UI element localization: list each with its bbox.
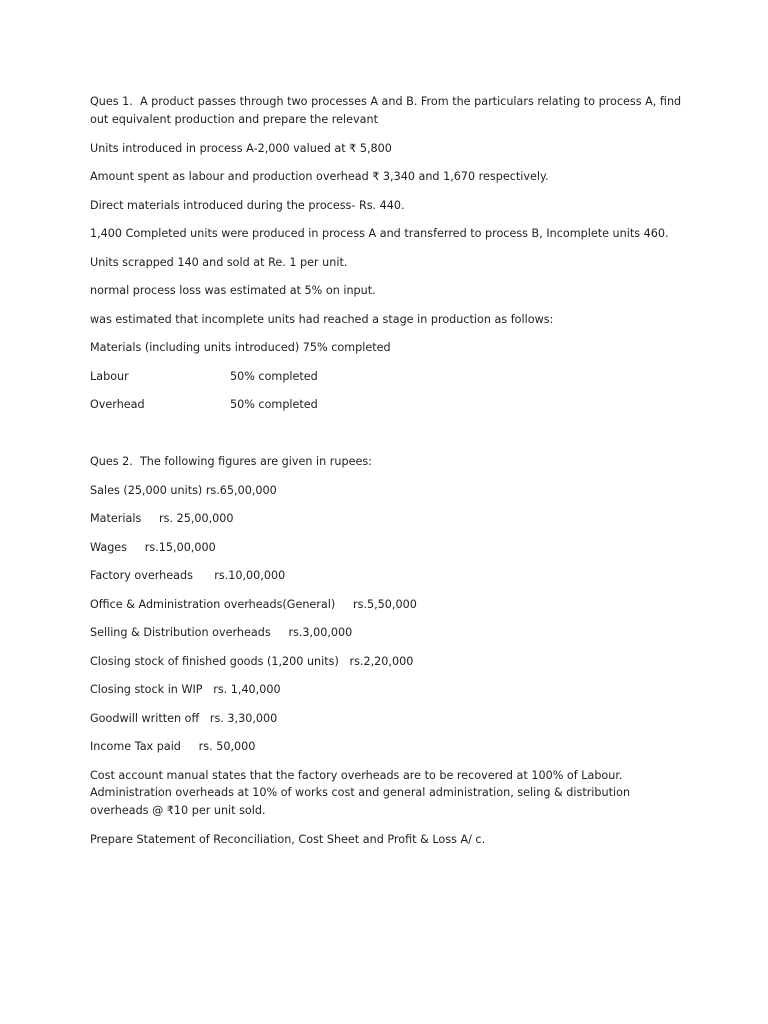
stage-value: 50% completed bbox=[230, 369, 318, 383]
q1-line: Units introduced in process A-2,000 valued at ₹ 5,800 bbox=[90, 141, 392, 155]
q2-line: Wages rs.15,00,000 bbox=[90, 540, 216, 554]
q1-line: was estimated that incomplete units had reached a stage in production as follows: bbox=[90, 312, 554, 326]
q1-stage-row bbox=[90, 396, 690, 414]
document-page bbox=[90, 93, 690, 859]
q1-line: 1,400 Completed units were produced in process A and transferred to process B, Incomplete units 460. bbox=[90, 227, 669, 240]
q2-line: Closing stock in WIP rs. 1,40,000 bbox=[90, 683, 281, 696]
stage-value: 50% completed bbox=[230, 398, 318, 411]
q2-line: Closing stock of finished goods (1,200 units) rs.2,20,000 bbox=[90, 654, 414, 668]
q1-stage-row bbox=[90, 368, 690, 386]
q1-line: Direct materials introduced during the process- Rs. 440. bbox=[90, 198, 405, 212]
stage-label: Labour bbox=[90, 369, 129, 383]
section-gap bbox=[90, 425, 690, 454]
q2-line: Factory overheads rs.10,00,000 bbox=[90, 569, 286, 582]
stage-label: Overhead bbox=[90, 398, 145, 411]
q1-line: normal process loss was estimated at 5% on input. bbox=[90, 284, 376, 297]
q2-note: Cost account manual states that the factory overheads are to be recovered at 100% of Labour. Administration overheads at 10% of works cost and general administration, seling & distribution overheads @ ₹10 per unit sold. bbox=[90, 768, 634, 817]
q2-task: Prepare Statement of Reconciliation, Cost Sheet and Profit & Loss A/ c. bbox=[90, 832, 486, 846]
q2-line: Materials rs. 25,00,000 bbox=[90, 512, 234, 525]
q2-line: Income Tax paid rs. 50,000 bbox=[90, 740, 256, 753]
q2-line: Office & Administration overheads(General) rs.5,50,000 bbox=[90, 597, 417, 611]
q1-intro: Ques 1. A product passes through two processes A and B. From the particulars relating to process A, find out equivalent production and prepare the relevant bbox=[90, 95, 685, 126]
q1-line: Units scrapped 140 and sold at Re. 1 per unit. bbox=[90, 255, 348, 269]
q2-line: Sales (25,000 units) rs.65,00,000 bbox=[90, 483, 277, 497]
q1-line: Amount spent as labour and production overhead ₹ 3,340 and 1,670 respectively. bbox=[90, 170, 549, 183]
q2-line: Selling & Distribution overheads rs.3,00,000 bbox=[90, 626, 353, 639]
q1-line: Materials (including units introduced) 75% completed bbox=[90, 341, 391, 354]
q2-line: Goodwill written off rs. 3,30,000 bbox=[90, 711, 278, 725]
q2-intro: Ques 2. The following figures are given in rupees: bbox=[90, 455, 372, 468]
